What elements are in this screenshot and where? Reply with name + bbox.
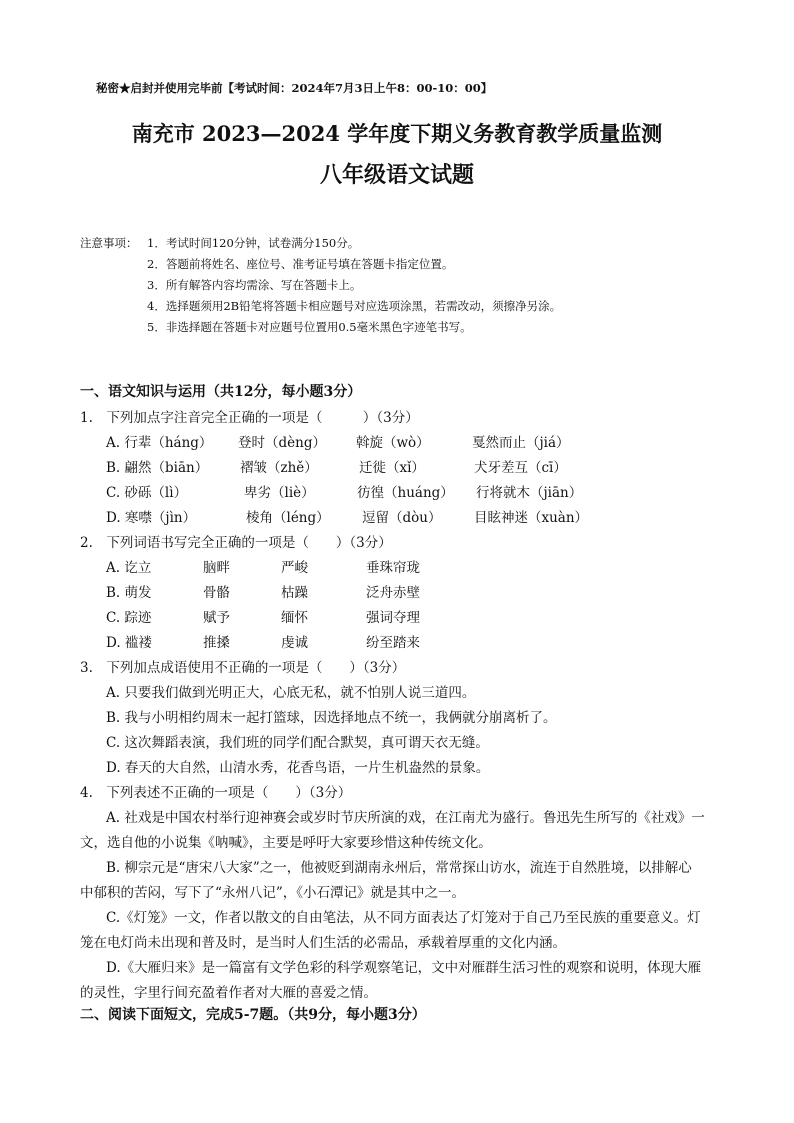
question-3-stem: 3. 下列加点成语使用不正确的一项是（ ）（3分）: [80, 660, 406, 676]
note-item: 2．答题前将姓名、座位号、准考证号填在答题卡指定位置。: [147, 257, 454, 271]
exam-title: 南充市 2023—2024 学年度下期义务教育教学质量监测: [131, 121, 663, 146]
note-item: 3．所有解答内容均需涂、写在答题卡上。: [147, 278, 362, 292]
q1-option-d-word2: 棱角（léng）: [246, 510, 330, 526]
q2-option-d-word4: 纷至踏来: [366, 635, 420, 651]
q2-option-b-word1: B. 萌发: [106, 585, 152, 601]
confidential-notice: 秘密★启封并使用完毕前【考试时间：2024年7月3日上午8：00-10：00】: [96, 81, 493, 95]
question-1-stem: 1. 下列加点字注音完全正确的一项是（ ）（3分）: [80, 410, 419, 426]
q2-option-a-word1: A. 讫立: [106, 560, 152, 576]
q3-option-c: C. 这次舞蹈表演，我们班的同学们配合默契，真可谓天衣无缝。: [106, 735, 489, 751]
q2-option-d-word3: 虔诚: [281, 635, 308, 651]
q1-option-c-word1: C. 砂砾（lì）: [106, 485, 188, 501]
section-1-heading: 一、语文知识与运用（共12分，每小题3分）: [80, 384, 362, 400]
q1-option-a-word2: 登时（dèng）: [238, 435, 326, 451]
q2-option-c-word2: 赋予: [203, 610, 230, 626]
q4-option-c-line1: C.《灯笼》一文，作者以散文的自由笔法，从不同方面表达了灯笼对于自己乃至民族的重要意义。灯: [106, 910, 701, 926]
q1-option-d-word3: 逗留（dòu）: [362, 510, 442, 526]
question-2-stem: 2. 下列词语书写完全正确的一项是（ ）（3分）: [80, 535, 392, 551]
q1-option-c-word2: 卑劣（liè）: [244, 485, 315, 501]
q2-option-a-word3: 严峻: [281, 560, 308, 576]
q2-option-d-word2: 推搡: [203, 635, 230, 651]
q4-option-d-line1: D.《大雁归来》是一篇富有文学色彩的科学观察笔记，文中对雁群生活习性的观察和说明，体现大雁: [106, 960, 702, 976]
q2-option-b-word4: 泛舟赤壁: [366, 585, 420, 601]
q2-option-c-word4: 强词夺理: [366, 610, 420, 626]
q1-option-b-word4: 犬牙差互（cī）: [474, 460, 567, 476]
q1-option-a-word3: 斡旋（wò）: [356, 435, 430, 451]
q1-option-d-word1: D. 寒噤（jìn）: [106, 510, 197, 526]
q3-option-d: D. 春天的大自然，山清水秀，花香鸟语，一片生机盎然的景象。: [106, 760, 490, 776]
q1-option-a-word4: 戛然而止（jiá）: [472, 435, 570, 451]
q4-option-b-line1: B. 柳宗元是“唐宋八大家”之一，他被贬到湖南永州后，常常探山访水，流连于自然胜境，以排解心: [106, 860, 692, 876]
q2-option-b-word2: 骨骼: [203, 585, 230, 601]
q2-option-a-word2: 脑畔: [203, 560, 230, 576]
q3-option-b: B. 我与小明相约周末一起打篮球，因选择地点不统一，我俩就分崩离析了。: [106, 710, 557, 726]
q4-option-d-line2: 的灵性，字里行间充盈着作者对大雁的喜爱之情。: [80, 985, 377, 1001]
q4-option-c-line2: 笼在电灯尚未出现和普及时，是当时人们生活的必需品，承载着厚重的文化内涵。: [80, 935, 566, 951]
q1-option-b-word2: 褶皱（zhě）: [240, 460, 318, 476]
notes-label: 注意事项：: [80, 236, 138, 250]
question-4-stem: 4. 下列表述不正确的一项是（ ）（3分）: [80, 785, 352, 801]
q1-option-b-word3: 迁徙（xǐ）: [359, 460, 425, 476]
note-item: 4．选择题须用2B铅笔将答题卡相应题号对应选项涂黑，若需改动，须擦净另涂。: [147, 299, 562, 313]
q2-option-d-word1: D. 褴褛: [106, 635, 152, 651]
q4-option-a-line2: 文，选自他的小说集《呐喊》，主要是呼吁大家要珍惜这种传统文化。: [80, 835, 492, 851]
q3-option-a: A. 只要我们做到光明正大，心底无私，就不怕别人说三道四。: [106, 685, 476, 701]
note-item: 1．考试时间120分钟，试卷满分150分。: [147, 236, 360, 250]
q1-option-c-word4: 行将就木（jiān）: [476, 485, 583, 501]
note-item: 5．非选择题在答题卡对应题号位置用0.5毫米黑色字迹笔书写。: [147, 320, 472, 334]
q2-option-c-word1: C. 踪迹: [106, 610, 152, 626]
q2-option-a-word4: 垂珠帘珑: [366, 560, 420, 576]
q1-option-b-word1: B. 翩然（biān）: [106, 460, 209, 476]
q1-option-d-word4: 目眩神迷（xuàn）: [474, 510, 589, 526]
exam-subtitle: 八年级语文试题: [319, 162, 474, 188]
q4-option-b-line2: 中郁积的苦闷，写下了“永州八记”，《小石潭记》就是其中之一。: [80, 885, 466, 901]
q1-option-a-word1: A. 行辈（háng）: [106, 435, 213, 451]
q2-option-b-word3: 枯躁: [281, 585, 308, 601]
q4-option-a-line1: A. 社戏是中国农村举行迎神赛会或岁时节庆所演的戏，在江南尤为盛行。鲁迅先生所写的《社戏》一: [106, 810, 705, 826]
q2-option-c-word3: 缅怀: [281, 610, 308, 626]
q1-option-c-word3: 彷徨（huáng）: [357, 485, 454, 501]
section-2-heading: 二、阅读下面短文，完成5-7题。（共9分，每小题3分）: [80, 1007, 426, 1023]
